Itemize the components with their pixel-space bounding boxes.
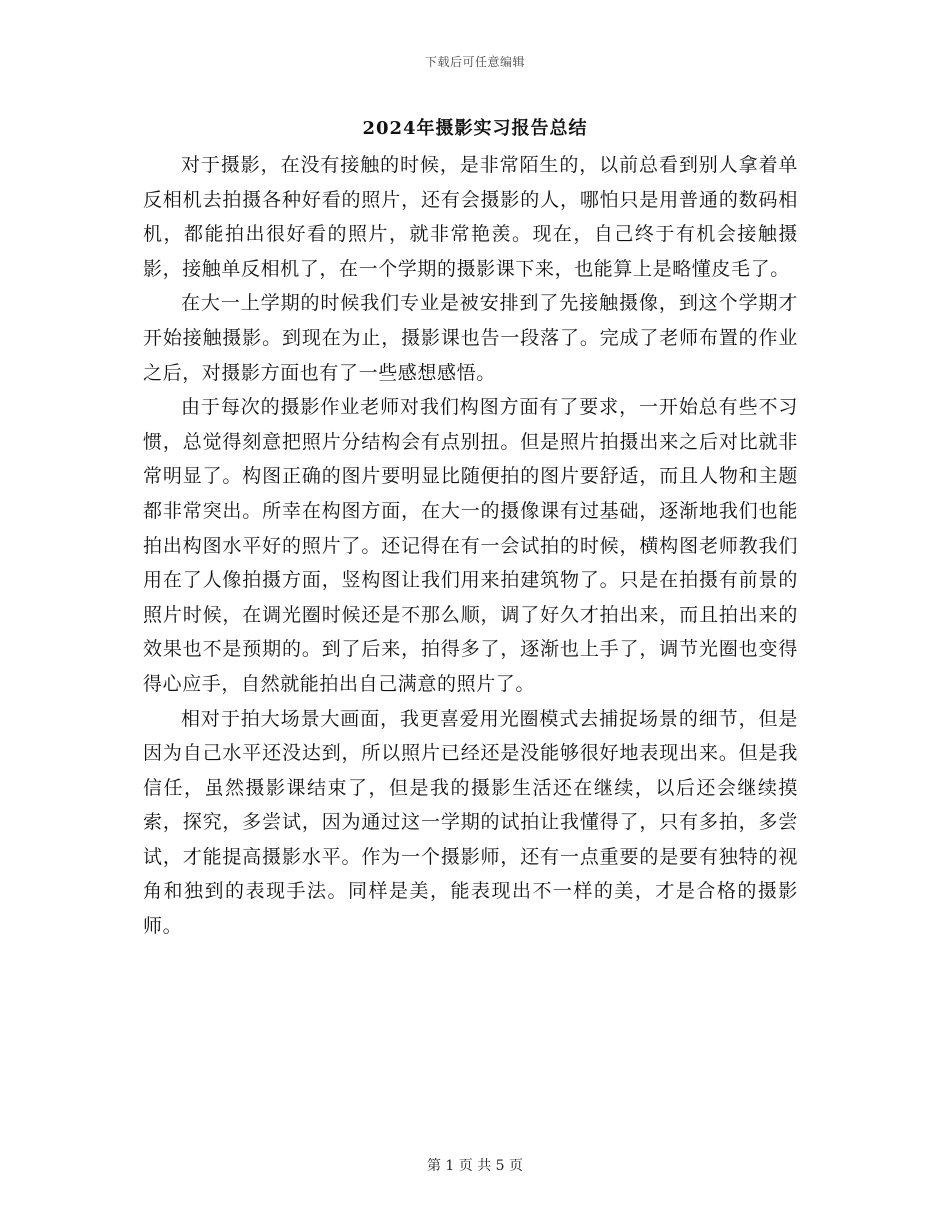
- paragraph-3: 由于每次的摄影作业老师对我们构图方面有了要求，一开始总有些不习惯，总觉得刻意把照片分结构会有点别扭。但是照片拍摄出来之后对比就非常明显了。构图正确的图片要明显比随便拍的图片要舒适，而且人物和主题都非常突出。所幸在构图方面，在大一的摄像课有过基础，逐渐地我们也能拍出构图水平好的照片了。还记得在有一会试拍的时候，横构图老师教我们用在了人像拍摄方面，竖构图让我们用来拍建筑物了。只是在拍摄有前景的照片时候，在调光圈时候还是不那么顺，调了好久才拍出来，而且拍出来的效果也不是预期的。到了后来，拍得多了，逐渐也上手了，调节光圈也变得得心应手，自然就能拍出自己满意的照片了。: [143, 396, 798, 695]
- paragraph-2: 在大一上学期的时候我们专业是被安排到了先接触摄像，到这个学期才开始接触摄影。到现在为止，摄影课也告一段落了。完成了老师布置的作业之后，对摄影方面也有了一些感想感悟。: [143, 292, 798, 384]
- document-title: 2024年摄影实习报告总结: [362, 118, 588, 139]
- page-header-note: 下载后可任意编辑: [424, 55, 525, 69]
- paragraph-4: 相对于拍大场景大画面，我更喜爱用光圈模式去捕捉场景的细节，但是因为自己水平还没达到，所以照片已经还是没能够很好地表现出来。但是我信任，虽然摄影课结束了，但是我的摄影生活还在继续，以后还会继续摸索，探究，多尝试，因为通过这一学期的试拍让我懂得了，只有多拍，多尝试，才能提高摄影水平。作为一个摄影师，还有一点重要的是要有独特的视角和独到的表现手法。同样是美，能表现出不一样的美，才是合格的摄影师。: [143, 707, 798, 938]
- page-number: 第 1 页 共 5 页: [426, 1158, 524, 1174]
- paragraph-1: 对于摄影，在没有接触的时候，是非常陌生的，以前总看到别人拿着单反相机去拍摄各种好看的照片，还有会摄影的人，哪怕只是用普通的数码相机，都能拍出很好看的照片，就非常艳羡。现在，自己终于有机会接触摄影，接触单反相机了，在一个学期的摄影课下来，也能算上是略懂皮毛了。: [143, 154, 798, 280]
- document-body: [143, 148, 798, 944]
